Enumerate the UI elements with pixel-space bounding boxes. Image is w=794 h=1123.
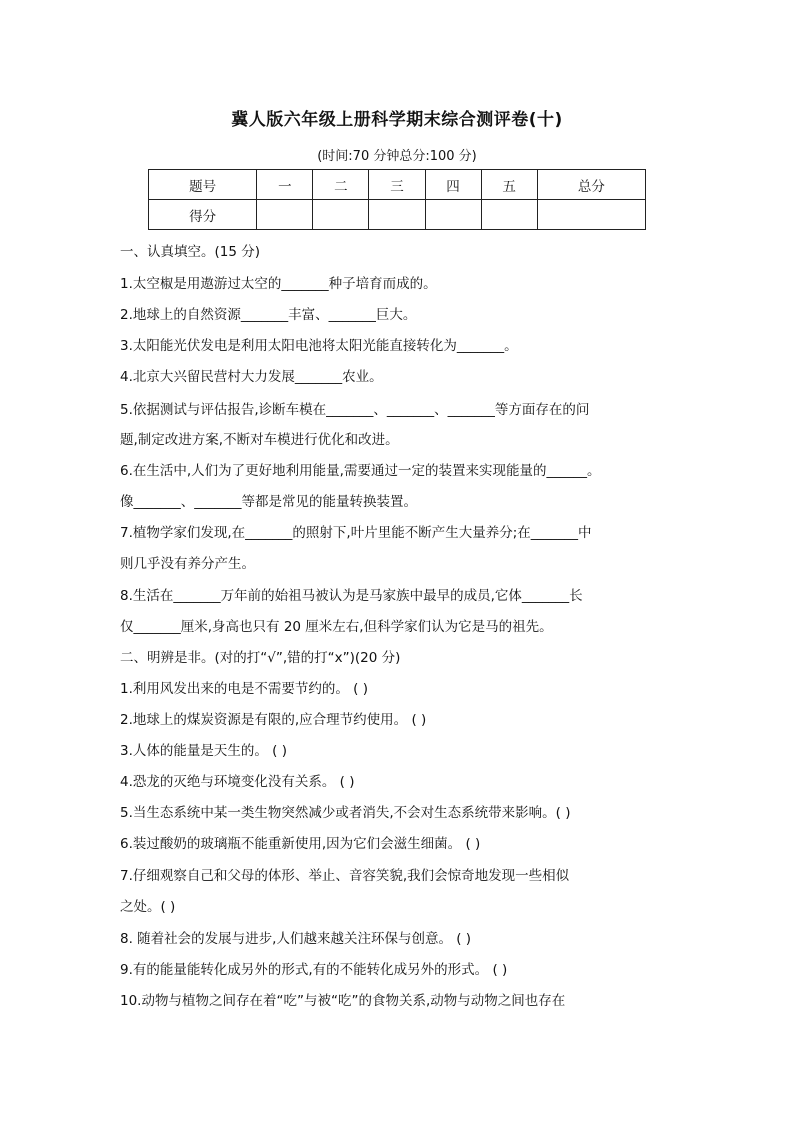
question-line: 3.太阳能光伏发电是利用太阳电池将太阳光能直接转化为_______。	[120, 338, 518, 354]
score-table-header-cell: 四	[425, 170, 481, 200]
question-line: 则几乎没有养分产生。	[120, 556, 255, 572]
question-line: 2.地球上的煤炭资源是有限的,应合理节约使用。 ( )	[120, 712, 427, 728]
question-line: 仅_______厘米,身高也只有 20 厘米左右,但科学家们认为它是马的祖先。	[120, 619, 553, 635]
score-table-header-row	[149, 170, 646, 200]
page-subtitle: (时间:70 分钟总分:100 分)	[317, 149, 477, 164]
score-input-cell[interactable]	[313, 200, 369, 230]
question-line: 8. 随着社会的发展与进步,人们越来越关注环保与创意。 ( )	[120, 931, 472, 947]
score-input-cell[interactable]	[369, 200, 425, 230]
question-line: 10.动物与植物之间存在着“吃”与被“吃”的食物关系,动物与动物之间也存在	[120, 993, 566, 1009]
question-line: 9.有的能量能转化成另外的形式,有的不能转化成另外的形式。 ( )	[120, 962, 508, 978]
question-line: 7.植物学家们发现,在_______的照射下,叶片里能不断产生大量养分;在_______中	[120, 525, 592, 541]
question-line: 1.太空椒是用遨游过太空的_______种子培育而成的。	[120, 276, 437, 292]
score-input-cell[interactable]	[537, 200, 645, 230]
score-input-cell[interactable]	[257, 200, 313, 230]
question-line: 6.在生活中,人们为了更好地利用能量,需要通过一定的装置来实现能量的______。	[120, 463, 601, 479]
question-line: 4.北京大兴留民营村大力发展_______农业。	[120, 369, 383, 385]
section-heading: 二、明辨是非。(对的打“√”,错的打“x”)(20 分)	[120, 650, 401, 666]
score-table	[148, 169, 646, 230]
question-line: 6.装过酸奶的玻璃瓶不能重新使用,因为它们会滋生细菌。 ( )	[120, 836, 481, 852]
score-input-cell[interactable]	[425, 200, 481, 230]
score-table-header-cell: 三	[369, 170, 425, 200]
score-input-cell[interactable]	[481, 200, 537, 230]
question-line: 1.利用风发出来的电是不需要节约的。 ( )	[120, 681, 368, 697]
question-line: 2.地球上的自然资源_______丰富、_______巨大。	[120, 307, 417, 323]
section-heading: 一、认真填空。(15 分)	[120, 244, 261, 260]
score-table-header-cell: 一	[257, 170, 313, 200]
page-title: 冀人版六年级上册科学期末综合测评卷(十)	[231, 110, 563, 130]
score-table-header-cell: 题号	[149, 170, 257, 200]
score-row-label: 得分	[149, 200, 257, 230]
score-table-header-cell: 二	[313, 170, 369, 200]
question-line: 5.当生态系统中某一类生物突然减少或者消失,不会对生态系统带来影响。( )	[120, 805, 571, 821]
question-line: 5.依据测试与评估报告,诊断车模在_______、_______、_______等方面存在的问	[120, 402, 590, 418]
question-line: 题,制定改进方案,不断对车模进行优化和改进。	[120, 432, 399, 448]
score-table-header-cell: 总分	[537, 170, 645, 200]
question-line: 7.仔细观察自己和父母的体形、举止、音容笑貌,我们会惊奇地发现一些相似	[120, 868, 570, 884]
score-table-score-row	[149, 200, 646, 230]
question-line: 4.恐龙的灭绝与环境变化没有关系。 ( )	[120, 774, 355, 790]
question-line: 8.生活在_______万年前的始祖马被认为是马家族中最早的成员,它体_______长	[120, 588, 583, 604]
question-line: 像_______、_______等都是常见的能量转换装置。	[120, 494, 417, 510]
question-line: 之处。( )	[120, 899, 176, 915]
question-line: 3.人体的能量是天生的。 ( )	[120, 743, 287, 759]
score-table-header-cell: 五	[481, 170, 537, 200]
